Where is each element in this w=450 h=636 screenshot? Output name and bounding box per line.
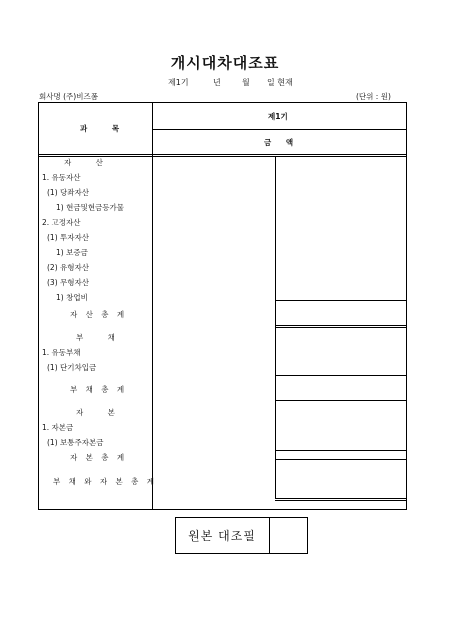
subject-column-header: 과 목 [80,124,131,133]
total-capital-rule-bottom [275,459,407,460]
amount-column-header: 금 액 [264,138,300,147]
grand-total-rule-bottom [275,498,407,499]
document-title: 개시대차대조표 [170,54,280,72]
row-total-assets: 자 산 총 계 [70,310,128,319]
row-capital-stock: 1. 자본금 [42,423,74,432]
total-capital-rule-top [275,450,407,451]
total-assets-rule-double [275,327,407,328]
row-common-stock: (1) 보통주자본금 [47,438,104,447]
total-assets-rule-top [275,300,407,301]
row-intangible-assets: (3) 무형자산 [47,278,89,287]
row-total-liabilities: 부 채 총 계 [70,385,128,394]
table-bottom-border [38,509,407,510]
row-cash-equivalents: 1) 현금및현금등가물 [56,203,125,212]
liabilities-section-header: 부 채 [76,333,126,342]
unit-label: (단위 : 원) [356,92,391,101]
verification-stamp-label: 원본 대조필 [175,517,270,554]
header-bottom-rule [38,154,407,155]
period-column-header: 제1기 [268,112,288,121]
company-name: 회사명 (주)비즈폼 [39,92,98,101]
date-day-label: 일 현재 [267,78,293,87]
grand-total-rule-double [275,500,407,501]
row-total-liabilities-capital: 부 채 와 자 본 총 계 [53,477,158,486]
row-total-capital: 자 본 총 계 [70,453,128,462]
row-deposits: 1) 보증금 [56,248,88,257]
period-label: 제1기 [168,78,189,87]
assets-section-header: 자 산 [64,158,114,167]
date-month-label: 월 [242,78,250,87]
row-current-assets: 1. 유동자산 [42,173,81,182]
row-fixed-assets: 2. 고정자산 [42,218,81,227]
row-tangible-assets: (2) 유형자산 [47,263,89,272]
row-startup-costs: 1) 창업비 [56,293,88,302]
total-liabilities-rule-bottom [275,400,407,401]
total-assets-rule-bottom [275,325,407,326]
table-right-border [406,102,407,510]
table-top-border [38,102,407,103]
subject-column-divider [152,102,153,510]
row-quick-assets: (1) 당좌자산 [47,188,89,197]
table-left-border [38,102,39,510]
row-short-term-borrowings: (1) 단기차입금 [47,363,97,372]
row-current-liabilities: 1. 유동부채 [42,348,81,357]
capital-section-header: 자 본 [76,408,126,417]
date-year-label: 년 [213,78,221,87]
total-liabilities-rule-top [275,375,407,376]
period-header-divider [152,129,407,130]
row-investment-assets: (1) 투자자산 [47,233,89,242]
